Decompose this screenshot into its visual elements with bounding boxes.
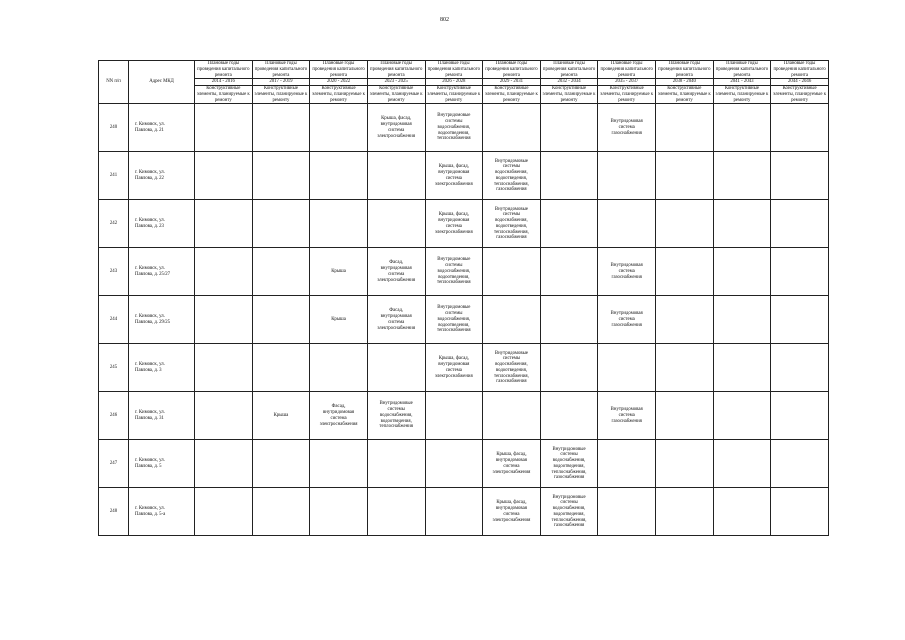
repair-elements-cell	[367, 488, 425, 536]
repair-elements-cell	[656, 152, 714, 200]
repair-elements-cell: Фасад, внутридомовая система электроснабжения	[367, 296, 425, 344]
period-label: Плановые годы проведения капитального ремонта	[713, 61, 771, 79]
period-years: 2014 - 2016	[195, 79, 253, 86]
table-row	[99, 104, 829, 152]
repair-elements-cell	[598, 200, 656, 248]
repair-elements-cell	[540, 152, 598, 200]
repair-elements-cell	[483, 392, 541, 440]
table-row	[99, 296, 829, 344]
repair-elements-cell	[713, 344, 771, 392]
repair-elements-cell	[656, 104, 714, 152]
repair-elements-cell	[771, 488, 829, 536]
repair-elements-cell: Крыша, фасад, внутридомовая система электроснабжения	[425, 200, 483, 248]
repair-elements-cell: Внутридомовые системы водоснабжения, водоотведения, теплоснабжения	[425, 104, 483, 152]
repair-elements-cell	[425, 488, 483, 536]
elements-label: Конструктивные элементы, планируемые к ремонту	[540, 86, 598, 104]
repair-elements-cell	[310, 488, 368, 536]
repair-elements-cell	[195, 152, 253, 200]
period-label: Плановые годы проведения капитального ремонта	[252, 61, 310, 79]
table-row	[99, 440, 829, 488]
repair-elements-cell	[771, 152, 829, 200]
row-number: 245	[99, 344, 129, 392]
repair-elements-cell: Внутридомовые системы водоснабжения, водоотведения, теплоснабжения, газоснабжения	[540, 488, 598, 536]
repair-elements-cell	[310, 344, 368, 392]
period-label: Плановые годы проведения капитального ремонта	[367, 61, 425, 79]
repair-elements-cell: Крыша, фасад, внутридомовая система электроснабжения	[425, 152, 483, 200]
repair-elements-cell	[656, 392, 714, 440]
period-years: 2041 - 2043	[713, 79, 771, 86]
repair-elements-cell: Фасад, внутридомовая система электроснабжения	[367, 248, 425, 296]
row-number: 243	[99, 248, 129, 296]
period-years: 2044 - 2046	[771, 79, 829, 86]
row-address: г. Кимовск, ул. Павлова, д. 21	[129, 104, 195, 152]
repair-elements-cell	[713, 392, 771, 440]
repair-elements-cell	[483, 296, 541, 344]
table-row	[99, 200, 829, 248]
period-years: 2035 - 2037	[598, 79, 656, 86]
repair-elements-cell: Внутридомовые системы водоснабжения, водоотведения, теплоснабжения, газоснабжения	[540, 440, 598, 488]
address-header: Адрес МКД	[129, 61, 195, 104]
row-number: 242	[99, 200, 129, 248]
elements-label: Конструктивные элементы, планируемые к ремонту	[310, 86, 368, 104]
repair-elements-cell	[713, 104, 771, 152]
period-years: 2026 - 2028	[425, 79, 483, 86]
repair-elements-cell	[771, 392, 829, 440]
repair-elements-cell: Крыша, фасад, внутридомовая система электроснабжения	[483, 440, 541, 488]
row-address: г. Кимовск, ул. Павлова, д. 5	[129, 440, 195, 488]
row-address: г. Кимовск, ул. Павлова, д. 31	[129, 392, 195, 440]
repair-elements-cell: Крыша, фасад, внутридомовая система электроснабжения	[483, 488, 541, 536]
repair-elements-cell	[252, 152, 310, 200]
repair-elements-cell	[656, 488, 714, 536]
table-row	[99, 488, 829, 536]
repair-elements-cell	[540, 392, 598, 440]
period-years: 2029 - 2031	[483, 79, 541, 86]
repair-elements-cell	[252, 488, 310, 536]
repair-elements-cell: Внутридомовая система газоснабжения	[598, 296, 656, 344]
repair-elements-cell	[713, 200, 771, 248]
repair-elements-cell	[656, 440, 714, 488]
row-address: г. Кимовск, ул. Павлова, д. 25/27	[129, 248, 195, 296]
repair-elements-cell	[367, 152, 425, 200]
period-label: Плановые годы проведения капитального ремонта	[483, 61, 541, 79]
repair-elements-cell: Внутридомовая система газоснабжения	[598, 104, 656, 152]
repair-elements-cell	[656, 248, 714, 296]
row-number: 246	[99, 392, 129, 440]
repair-elements-cell	[310, 104, 368, 152]
period-label: Плановые годы проведения капитального ремонта	[771, 61, 829, 79]
repair-elements-cell: Внутридомовые системы водоснабжения, водоотведения, теплоснабжения	[425, 248, 483, 296]
repair-elements-cell	[656, 344, 714, 392]
repair-elements-cell	[252, 344, 310, 392]
repair-elements-cell: Крыша, фасад, внутридомовая система электроснабжения	[425, 344, 483, 392]
repair-elements-cell	[195, 296, 253, 344]
period-years: 2023 - 2025	[367, 79, 425, 86]
page-number: 802	[440, 17, 449, 23]
repair-elements-cell: Внутридомовые системы водоснабжения, водоотведения, теплоснабжения, газоснабжения	[483, 344, 541, 392]
repair-elements-cell	[598, 344, 656, 392]
repair-elements-cell: Фасад, внутридомовая система электроснабжения	[310, 392, 368, 440]
repair-elements-cell	[713, 248, 771, 296]
repair-elements-cell	[598, 152, 656, 200]
period-label: Плановые годы проведения капитального ремонта	[195, 61, 253, 79]
row-number: 240	[99, 104, 129, 152]
repair-elements-cell	[252, 104, 310, 152]
period-years: 2032 - 2034	[540, 79, 598, 86]
repair-elements-cell: Внутридомовые системы водоснабжения, водоотведения, теплоснабжения	[425, 296, 483, 344]
repair-elements-cell	[195, 440, 253, 488]
repair-elements-cell	[195, 200, 253, 248]
header-row-elements	[99, 86, 829, 104]
repair-elements-cell	[252, 248, 310, 296]
row-address: г. Кимовск, ул. Павлова, д. 5-а	[129, 488, 195, 536]
repair-elements-cell	[195, 488, 253, 536]
period-years: 2038 - 2040	[656, 79, 714, 86]
repair-elements-cell: Крыша	[310, 248, 368, 296]
repair-elements-cell	[540, 344, 598, 392]
capital-repair-plan-table	[98, 60, 829, 536]
repair-elements-cell	[195, 248, 253, 296]
elements-label: Конструктивные элементы, планируемые к ремонту	[367, 86, 425, 104]
repair-elements-cell	[540, 200, 598, 248]
period-label: Плановые годы проведения капитального ремонта	[598, 61, 656, 79]
period-years: 2017 - 2019	[252, 79, 310, 86]
repair-elements-cell: Внутридомовая система газоснабжения	[598, 248, 656, 296]
row-number: 247	[99, 440, 129, 488]
period-label: Плановые годы проведения капитального ремонта	[425, 61, 483, 79]
repair-elements-cell	[252, 296, 310, 344]
elements-label: Конструктивные элементы, планируемые к ремонту	[483, 86, 541, 104]
table-row	[99, 344, 829, 392]
repair-elements-cell	[771, 104, 829, 152]
repair-elements-cell	[540, 296, 598, 344]
repair-elements-cell	[483, 248, 541, 296]
repair-elements-cell: Крыша	[252, 392, 310, 440]
row-address: г. Кимовск, ул. Павлова, д. 22	[129, 152, 195, 200]
table-row	[99, 152, 829, 200]
repair-elements-cell	[367, 344, 425, 392]
table-row	[99, 248, 829, 296]
row-address: г. Кимовск, ул. Павлова, д. 3	[129, 344, 195, 392]
row-number: 248	[99, 488, 129, 536]
repair-elements-cell	[425, 440, 483, 488]
repair-elements-cell	[656, 200, 714, 248]
elements-label: Конструктивные элементы, планируемые к ремонту	[656, 86, 714, 104]
repair-elements-cell	[598, 488, 656, 536]
elements-label: Конструктивные элементы, планируемые к ремонту	[771, 86, 829, 104]
elements-label: Конструктивные элементы, планируемые к ремонту	[713, 86, 771, 104]
row-number: 241	[99, 152, 129, 200]
repair-elements-cell	[252, 200, 310, 248]
period-label: Плановые годы проведения капитального ремонта	[656, 61, 714, 79]
repair-elements-cell	[483, 104, 541, 152]
repair-elements-cell	[540, 248, 598, 296]
repair-elements-cell	[367, 440, 425, 488]
repair-elements-cell	[195, 344, 253, 392]
repair-elements-cell	[310, 152, 368, 200]
repair-elements-cell	[771, 248, 829, 296]
elements-label: Конструктивные элементы, планируемые к ремонту	[425, 86, 483, 104]
row-address: г. Кимовск, ул. Павлова, д. 29/25	[129, 296, 195, 344]
period-label: Плановые годы проведения капитального ремонта	[540, 61, 598, 79]
repair-elements-cell	[367, 200, 425, 248]
repair-elements-cell	[425, 392, 483, 440]
repair-elements-cell	[195, 392, 253, 440]
period-label: Плановые годы проведения капитального ремонта	[310, 61, 368, 79]
elements-label: Конструктивные элементы, планируемые к ремонту	[195, 86, 253, 104]
elements-label: Конструктивные элементы, планируемые к ремонту	[252, 86, 310, 104]
row-number: 244	[99, 296, 129, 344]
row-address: г. Кимовск, ул. Павлова, д. 23	[129, 200, 195, 248]
period-years: 2020 - 2022	[310, 79, 368, 86]
repair-elements-cell: Внутридомовая система газоснабжения	[598, 392, 656, 440]
header-row-years	[99, 79, 829, 86]
repair-elements-cell	[713, 488, 771, 536]
repair-elements-cell	[540, 104, 598, 152]
repair-elements-cell	[713, 152, 771, 200]
repair-elements-cell	[771, 200, 829, 248]
repair-elements-cell: Крыша	[310, 296, 368, 344]
num-header: NN п/п	[99, 61, 129, 104]
repair-elements-cell	[771, 344, 829, 392]
repair-elements-cell	[195, 104, 253, 152]
repair-elements-cell	[713, 296, 771, 344]
repair-elements-cell: Внутридомовые системы водоснабжения, водоотведения, теплоснабжения, газоснабжения	[483, 200, 541, 248]
repair-elements-cell: Крыша, фасад, внутридомовая система электроснабжения	[367, 104, 425, 152]
repair-elements-cell	[310, 200, 368, 248]
repair-elements-cell	[598, 440, 656, 488]
table-row	[99, 392, 829, 440]
repair-elements-cell: Внутридомовые системы водоснабжения, водоотведения, теплоснабжения, газоснабжения	[483, 152, 541, 200]
repair-elements-cell	[771, 440, 829, 488]
repair-elements-cell	[252, 440, 310, 488]
repair-elements-cell	[310, 440, 368, 488]
repair-elements-cell	[713, 440, 771, 488]
elements-label: Конструктивные элементы, планируемые к ремонту	[598, 86, 656, 104]
repair-elements-cell: Внутридомовые системы водоснабжения, водоотведения, теплоснабжения	[367, 392, 425, 440]
repair-elements-cell	[656, 296, 714, 344]
repair-elements-cell	[771, 296, 829, 344]
header-row-period-labels	[99, 61, 829, 79]
